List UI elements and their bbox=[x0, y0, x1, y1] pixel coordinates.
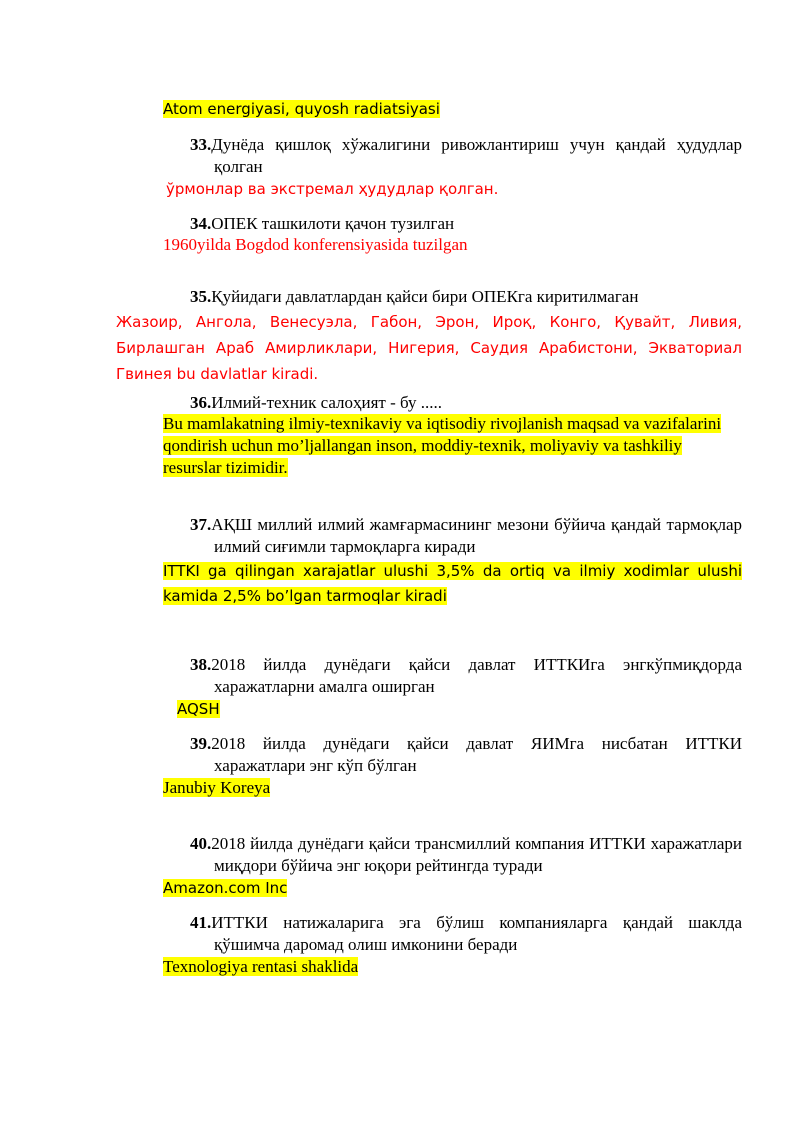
question-number: 39. bbox=[190, 734, 212, 753]
question-number: 37. bbox=[190, 515, 212, 534]
answer-35 bbox=[116, 309, 742, 387]
question-text: АҚШ миллий илмий жамғармасининг мезони бўйича қандай тармоқлар илмий сиғимли тармоқларга киради bbox=[211, 515, 742, 556]
question-number: 35. bbox=[190, 287, 212, 306]
answer-33 bbox=[166, 178, 498, 200]
question-40 bbox=[190, 833, 742, 877]
answer-41 bbox=[163, 956, 358, 978]
question-35 bbox=[190, 286, 742, 308]
question-41 bbox=[190, 912, 742, 956]
question-text: Дунёда қишлоқ хўжалигини ривожлантириш учун қандай ҳудудлар қолган bbox=[211, 135, 742, 176]
answer-39 bbox=[163, 777, 270, 799]
question-number: 41. bbox=[190, 913, 212, 932]
answer-35-text: Жазоир, Ангола, Венесуэла, Габон, Эрон, Ироқ, Конго, Қувайт, Ливия, Бирлашган Араб Амирликлари, Нигерия, Саудия Арабистони, Экваториал Гвинея bu davlatlar kiradi. bbox=[116, 313, 742, 383]
answer-34-text: 1960yilda Bogdod konferensiyasida tuzilgan bbox=[163, 235, 468, 254]
answer-37 bbox=[163, 559, 742, 609]
question-text: Илмий-техник салоҳият - бу ..... bbox=[211, 393, 443, 412]
question-number: 40. bbox=[190, 834, 212, 853]
question-number: 34. bbox=[190, 214, 212, 233]
question-34 bbox=[190, 213, 742, 235]
question-text: ОПЕК ташкилоти қачон тузилган bbox=[211, 214, 455, 233]
question-text: Қуйидаги давлатлардан қайси бири ОПЕКга киритилмаган bbox=[211, 287, 639, 306]
question-number: 36. bbox=[190, 393, 212, 412]
question-text: 2018 йилда дунёдаги қайси давлат ЯИМга нисбатан ИТТКИ харажатлари энг кўп бўлган bbox=[211, 734, 742, 775]
question-text: 2018 йилда дунёдаги қайси трансмиллий компания ИТТКИ харажатлари миқдори бўйича энг юқори рейтингда туради bbox=[211, 834, 742, 875]
answer-41-text: Texnologiya rentasi shaklida bbox=[163, 957, 359, 976]
question-36 bbox=[190, 392, 742, 414]
question-text: 2018 йилда дунёдаги қайси давлат ИТТКИга энгкўпмиқдорда харажатларни амалга оширган bbox=[211, 655, 742, 696]
question-number: 33. bbox=[190, 135, 212, 154]
answer-32-text: Atom energiyasi, quyosh radiatsiyasi bbox=[163, 100, 440, 118]
answer-38-text: AQSH bbox=[177, 700, 220, 718]
answer-39-text: Janubiy Koreya bbox=[163, 778, 271, 797]
answer-37-text: ITTKI ga qilingan xarajatlar ulushi 3,5% da ortiq va ilmiy xodimlar ulushi kamida 2,5% bo’lgan tarmoqlar kiradi bbox=[163, 562, 742, 605]
answer-33-text: ўрмонлар ва экстремал ҳудудлар қолган. bbox=[166, 180, 499, 198]
question-number: 38. bbox=[190, 655, 212, 674]
answer-36-text: Bu mamlakatning ilmiy-texnikaviy va iqtisodiy rivojlanish maqsad va vazifalarini qondirish uchun mo’ljallangan inson, moddiy-texnik, moliyaviy va tashkiliy resurslar tizimidir. bbox=[163, 414, 722, 477]
answer-40-text: Amazon.com Inc bbox=[163, 879, 288, 897]
question-33 bbox=[190, 134, 742, 178]
answer-38 bbox=[177, 698, 220, 720]
question-text: ИТТКИ натижаларига эга бўлиш компанияларга қандай шаклда қўшимча даромад олиш имконини беради bbox=[211, 913, 742, 954]
answer-34 bbox=[163, 234, 468, 256]
answer-32 bbox=[163, 98, 440, 120]
answer-36 bbox=[163, 413, 743, 479]
question-38 bbox=[190, 654, 742, 698]
answer-40 bbox=[163, 877, 287, 899]
question-37 bbox=[190, 514, 742, 558]
question-39 bbox=[190, 733, 742, 777]
